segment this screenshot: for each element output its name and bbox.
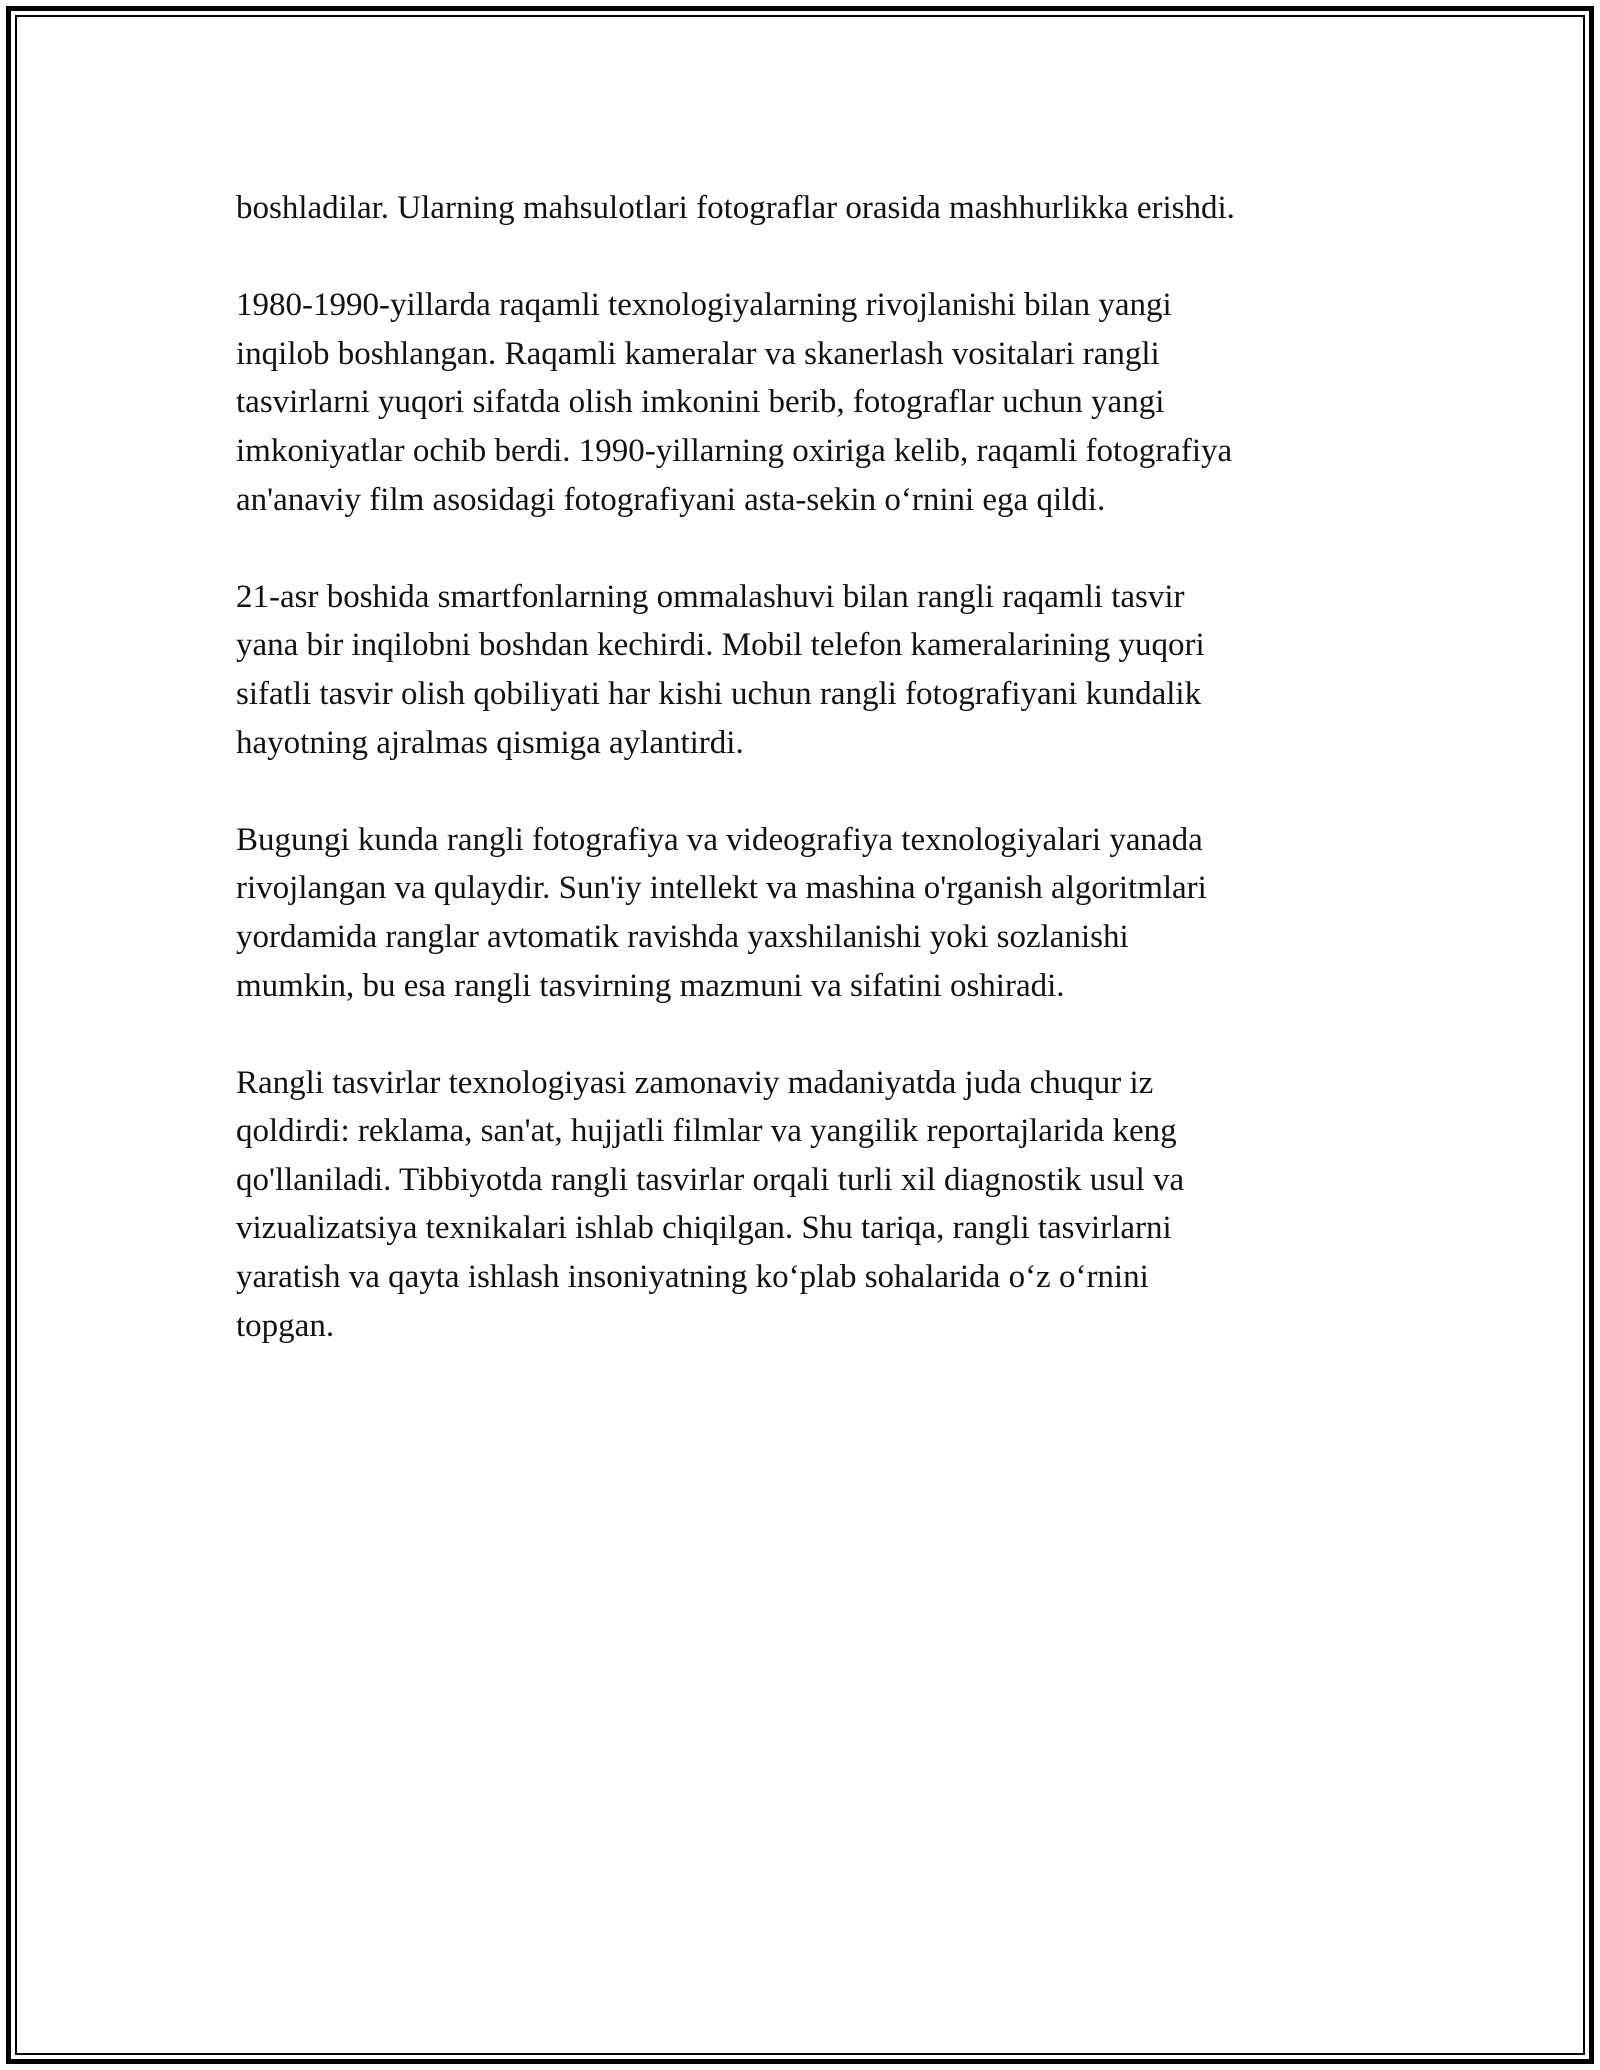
paragraph-4: Bugungi kunda rangli fotografiya va videografiya texnologiyalari yanada rivojlangan va qulaydir. Sun'iy intellekt va mashina o'rganish algoritmlari yordamida ranglar avtomatik ravishda yaxshilanishi yoki sozlanishi mumkin, bu esa rangli tasvirning mazmuni va sifatini oshiradi. bbox=[236, 821, 1207, 1004]
paragraph-5: Rangli tasvirlar texnologiyasi zamonaviy madaniyatda juda chuqur iz qoldirdi: reklama, san'at, hujjatli filmlar va yangilik reportajlarida keng qo'llaniladi. Tibbiyotda rangli tasvirlar orqali turli xil diagnostik usul va vizualizatsiya texnikalari ishlab chiqilgan. Shu tariqa, rangli tasvirlarni yaratish va qayta ishlash insoniyatning ko‘plab sohalarida o‘z o‘rnini topgan. bbox=[236, 1064, 1185, 1344]
paragraph-3: 21-asr boshida smartfonlarning ommalashuvi bilan rangli raqamli tasvir yana bir inqilobni boshdan kechirdi. Mobil telefon kameralarining yuqori sifatli tasvir olish qobiliyati har kishi uchun rangli fotografiyani kundalik hayotning ajralmas qismiga aylantirdi. bbox=[236, 578, 1205, 761]
document-body bbox=[236, 184, 1376, 1399]
paragraph-1: boshladilar. Ularning mahsulotlari fotograflar orasida mashhurlikka erishdi. bbox=[236, 190, 1235, 226]
paragraph-2: 1980-1990-yillarda raqamli texnologiyalarning rivojlanishi bilan yangi inqilob boshlangan. Raqamli kameralar va skanerlash vositalari rangli tasvirlarni yuqori sifatda olish imkonini berib, fotograflar uchun yangi imkoniyatlar ochib berdi. 1990-yillarning oxiriga kelib, raqamli fotografiya an'anaviy film asosidagi fotografiyani asta-sekin o‘rnini ega qildi. bbox=[236, 287, 1233, 518]
